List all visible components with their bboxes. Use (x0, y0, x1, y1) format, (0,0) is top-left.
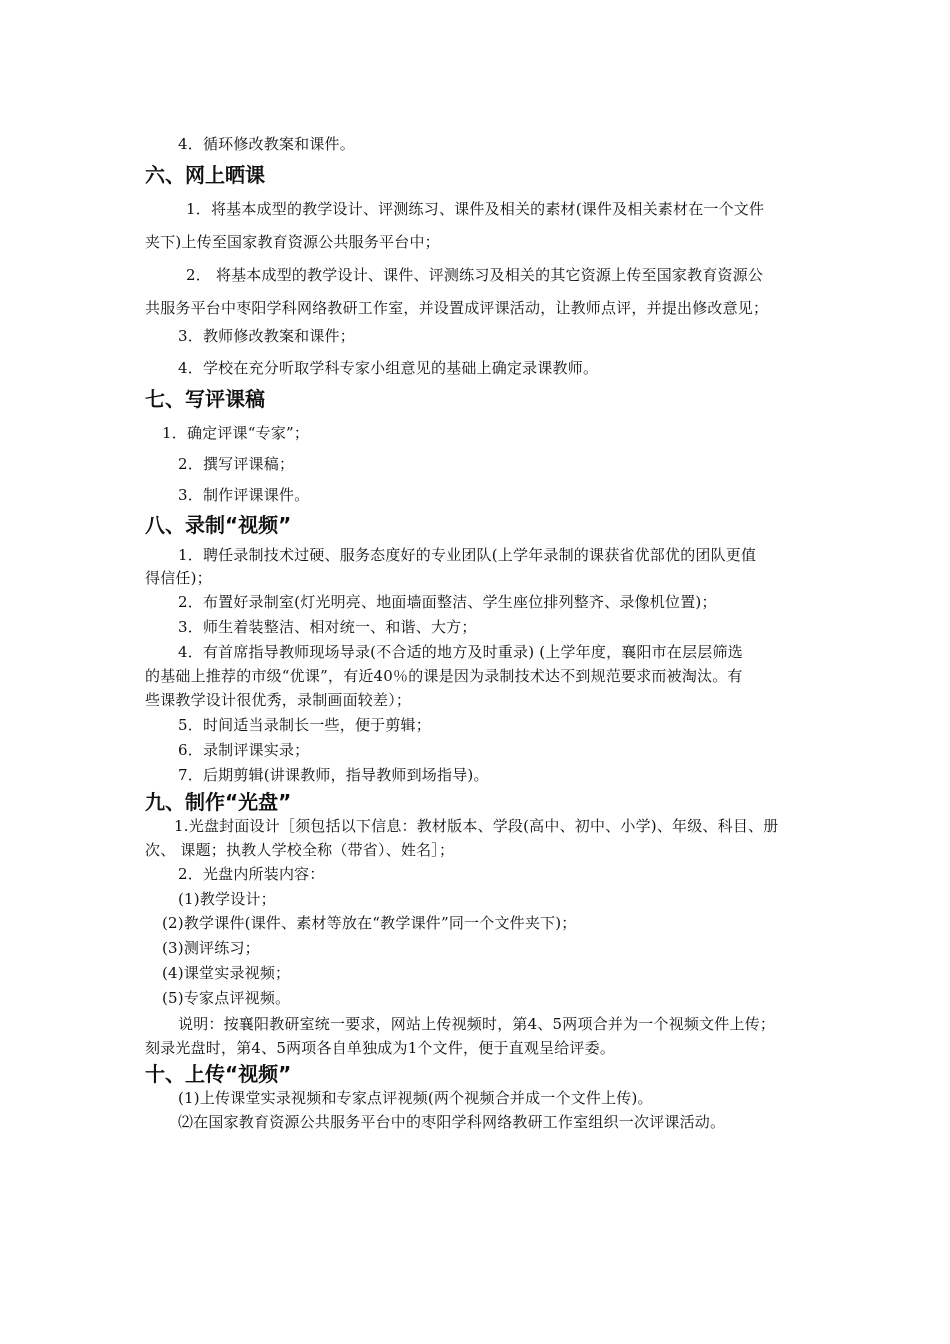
paragraph-line: 1．将基本成型的教学设计、评测练习、课件及相关的素材(课件及相关素材在一个文件 (186, 200, 765, 218)
paragraph-line: 1.光盘封面设计［须包括以下信息：教材版本、学段(高中、初中、小学)、年级、科目、册 (174, 817, 779, 835)
section-heading-7: 七、写评课稿 (145, 387, 265, 411)
list-item: 3．教师修改教案和课件； (178, 327, 355, 345)
list-item: 2．撰写评课稿； (178, 455, 295, 473)
list-item: 5．时间适当录制长一些，便于剪辑； (178, 716, 431, 734)
list-item: 2．布置好录制室(灯光明亮、地面墙面整洁、学生座位排列整齐、录像机位置)； (178, 593, 717, 611)
list-item: ⑵在国家教育资源公共服务平台中的枣阳学科网络教研工作室组织一次评课活动。 (178, 1113, 726, 1131)
note-line: 说明：按襄阳教研室统一要求，网站上传视频时，第4、5两项合并为一个视频文件上传； (178, 1015, 776, 1033)
section-heading-6: 六、网上晒课 (145, 163, 265, 187)
paragraph-line: 得信任)； (145, 569, 212, 587)
list-item: 1．确定评课“专家”； (162, 424, 310, 442)
paragraph-line: 4．有首席指导教师现场导录(不合适的地方及时重录) (上学年度，襄阳市在层层筛选 (178, 643, 743, 661)
paragraph-line: 共服务平台中枣阳学科网络教研工作室，并设置成评课活动，让教师点评，并提出修改意见； (145, 299, 769, 317)
list-item: (4)课堂实录视频； (162, 964, 291, 982)
section-heading-10: 十、上传“视频” (145, 1062, 292, 1086)
paragraph-line: 次、 课题；执教人学校全称（带省）、姓名］； (145, 841, 455, 859)
list-item: 2．光盘内所装内容： (178, 865, 325, 883)
list-item: 7．后期剪辑(讲课教师，指导教师到场指导)。 (178, 766, 489, 784)
list-item: 3．师生着装整洁、相对统一、和谐、大方； (178, 618, 477, 636)
paragraph-line: 的基础上推荐的市级“优课”，有近40％的课是因为录制技术达不到规范要求而被淘汰。有 (145, 667, 743, 685)
list-item: (5)专家点评视频。 (162, 989, 291, 1007)
section-heading-9: 九、制作“光盘” (145, 790, 292, 814)
list-item: (3)测评练习； (162, 939, 260, 957)
paragraph-line: 些课教学设计很优秀，录制画面较差）； (145, 691, 412, 709)
paragraph-line: 1．聘任录制技术过硬、服务态度好的专业团队(上学年录制的课获省优部优的团队更值 (178, 546, 757, 564)
list-item: (1)上传课堂实录视频和专家点评视频(两个视频合并成一个文件上传)。 (178, 1089, 653, 1107)
list-item: 4．循环修改教案和课件。 (178, 135, 355, 153)
list-item: 6．录制评课实录； (178, 741, 310, 759)
list-item: (1)教学设计； (178, 890, 276, 908)
paragraph-line: 夹下)上传至国家教育资源公共服务平台中； (145, 233, 440, 251)
section-heading-8: 八、录制“视频” (145, 513, 292, 537)
list-item: 3．制作评课课件。 (178, 486, 310, 504)
list-item: 4．学校在充分听取学科专家小组意见的基础上确定录课教师。 (178, 359, 599, 377)
paragraph-line: 2． 将基本成型的教学设计、课件、评测练习及相关的其它资源上传至国家教育资源公 (186, 266, 764, 284)
list-item: (2)教学课件(课件、素材等放在“教学课件”同一个文件夹下)； (162, 914, 577, 932)
note-line: 刻录光盘时，第4、5两项各自单独成为1个文件，便于直观呈给评委。 (145, 1039, 616, 1057)
